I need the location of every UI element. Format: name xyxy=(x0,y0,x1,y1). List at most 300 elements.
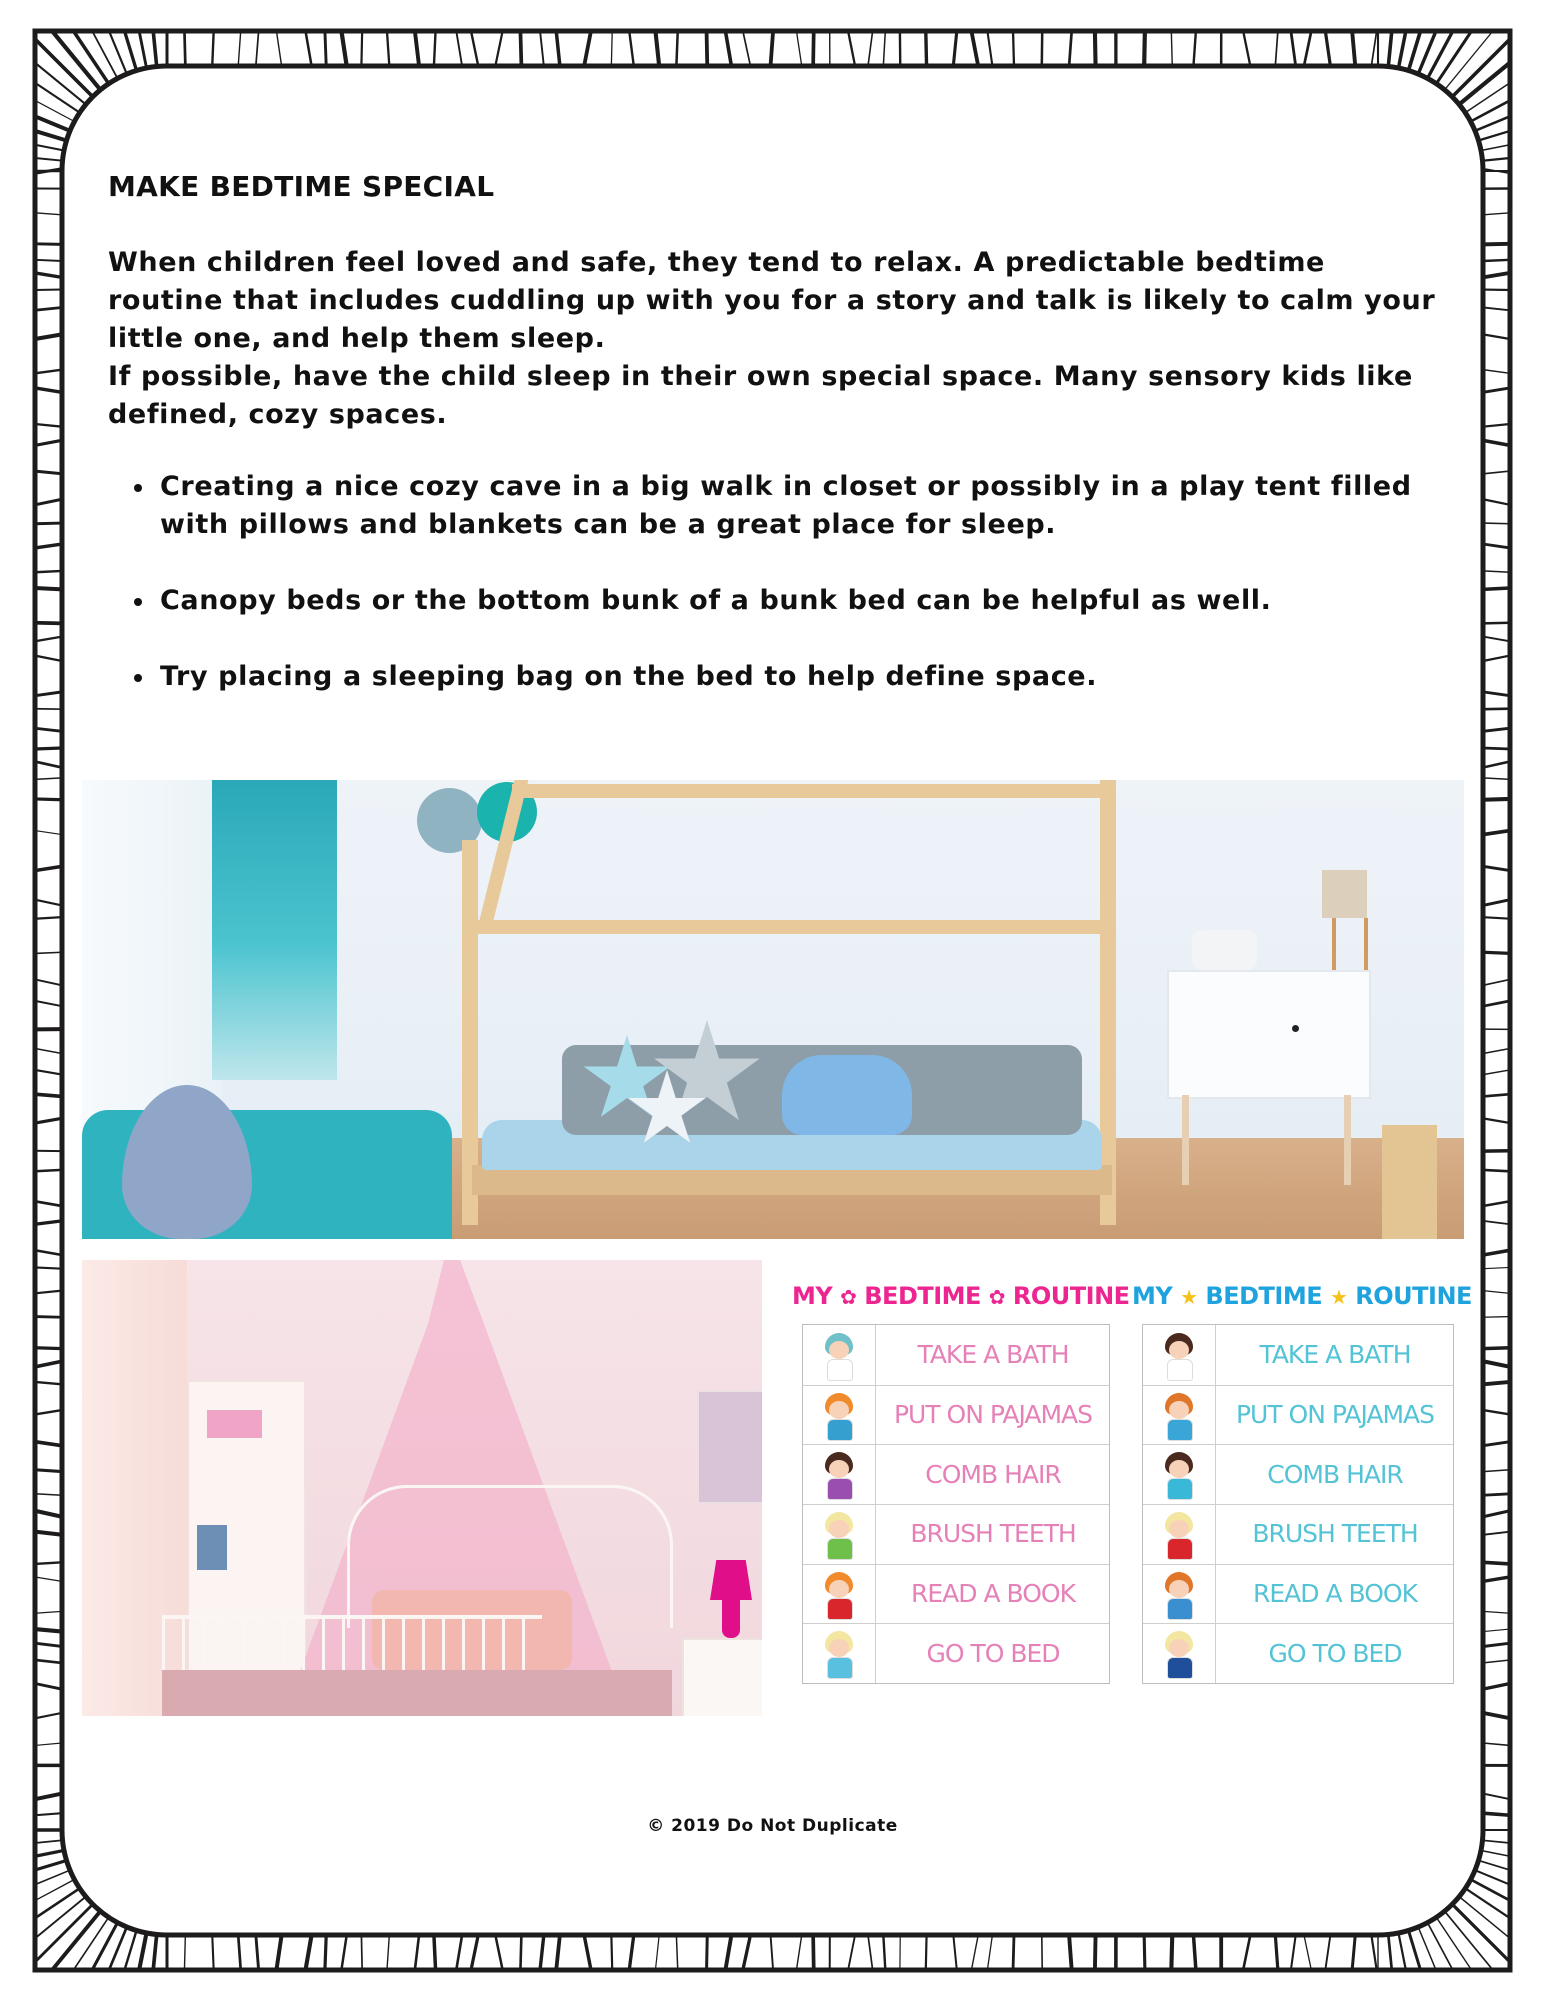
border-tick xyxy=(35,637,62,642)
border-tick xyxy=(35,1361,62,1367)
kid-body xyxy=(1167,1657,1193,1679)
page-title: MAKE BEDTIME SPECIAL xyxy=(108,170,495,203)
routine-row xyxy=(1143,1623,1453,1683)
border-tick xyxy=(584,31,591,66)
border-tick xyxy=(1483,440,1510,445)
border-tick xyxy=(1482,1840,1510,1843)
border-tick xyxy=(276,1935,281,1970)
border-tick xyxy=(184,1935,185,1970)
border-tick xyxy=(1483,692,1510,696)
border-tick xyxy=(456,31,462,66)
border-tick xyxy=(1275,31,1278,66)
border-tick xyxy=(35,571,62,572)
border-tick xyxy=(92,31,117,78)
border-tick xyxy=(584,1935,591,1970)
border-tick xyxy=(868,31,873,66)
border-tick xyxy=(276,31,281,66)
border-tick xyxy=(1013,31,1014,66)
border-tick xyxy=(848,1935,855,1970)
routine-row xyxy=(803,1623,1109,1683)
border-tick xyxy=(556,1935,560,1970)
kid-figure xyxy=(1159,1452,1199,1500)
routine-step-label: BRUSH TEETH xyxy=(910,1519,1076,1549)
routine-grid xyxy=(1142,1324,1454,1684)
border-tick xyxy=(256,31,259,66)
border-tick xyxy=(1483,728,1510,731)
border-tick xyxy=(471,1935,478,1970)
border-tick xyxy=(35,1713,62,1718)
border-tick xyxy=(1483,1442,1510,1446)
kid-face xyxy=(829,1639,849,1657)
border-tick xyxy=(434,1935,436,1970)
border-tick xyxy=(796,31,801,66)
cabinet-leg-right xyxy=(1344,1095,1351,1185)
border-tick xyxy=(35,1170,62,1171)
border-tick xyxy=(35,1442,62,1446)
border-tick xyxy=(813,1935,814,1970)
border-tick xyxy=(125,31,137,71)
chart-title xyxy=(1132,1282,1472,1310)
border-tick xyxy=(676,1935,677,1970)
border-tick xyxy=(1483,1348,1510,1349)
border-tick xyxy=(743,31,751,66)
border-tick xyxy=(1483,471,1510,474)
kid-figure xyxy=(819,1452,859,1500)
border-tick xyxy=(1483,952,1510,953)
pink-lamp-shade xyxy=(710,1560,752,1600)
border-tick xyxy=(1398,1933,1405,1970)
knit-basket xyxy=(1192,930,1257,970)
bullet-icon xyxy=(134,598,142,606)
border-tick xyxy=(987,1935,992,1970)
border-tick xyxy=(35,1118,62,1123)
border-tick xyxy=(1483,1611,1510,1613)
border-tick xyxy=(471,31,478,66)
border-tick xyxy=(35,1049,62,1054)
border-tick xyxy=(1483,544,1510,548)
bed-frame-right-post xyxy=(1100,780,1116,1225)
kid-body xyxy=(827,1419,853,1441)
border-tick xyxy=(184,31,185,66)
intro-paragraph-1: When children feel loved and safe, they tend to relax. A predictable bedtime routine that includes cuddling up with you for a story and talk is likely to calm your little one, and help them sleep. xyxy=(108,247,1436,354)
border-tick xyxy=(1483,748,1510,749)
border-tick xyxy=(1483,866,1510,870)
child-illustration-icon xyxy=(1143,1444,1216,1504)
border-tick xyxy=(361,31,362,66)
border-tick xyxy=(1483,370,1510,374)
kid-body xyxy=(1167,1359,1193,1381)
kid-face xyxy=(829,1520,849,1538)
kid-face xyxy=(1169,1580,1189,1598)
kid-body xyxy=(827,1359,853,1381)
border-tick xyxy=(1436,1917,1471,1970)
border-tick xyxy=(1483,213,1510,215)
kid-figure xyxy=(819,1572,859,1620)
child-illustration-icon xyxy=(803,1325,876,1385)
border-tick xyxy=(611,1935,612,1970)
chart-title-routine: ROUTINE xyxy=(1012,1282,1130,1310)
border-tick xyxy=(139,1933,146,1970)
border-tick xyxy=(520,1935,521,1970)
border-tick xyxy=(1481,1850,1510,1856)
kid-body xyxy=(827,1657,853,1679)
border-tick xyxy=(987,31,992,66)
border-tick xyxy=(212,1935,213,1970)
border-tick xyxy=(926,1935,927,1970)
lamp xyxy=(1322,870,1367,918)
child-illustration-icon xyxy=(1143,1385,1216,1445)
routine-row xyxy=(1143,1444,1453,1505)
border-tick xyxy=(153,31,156,67)
border-tick xyxy=(35,900,62,906)
kid-figure xyxy=(1159,1512,1199,1560)
border-tick xyxy=(1408,1930,1420,1970)
border-tick xyxy=(1483,1577,1510,1581)
border-tick xyxy=(953,31,956,66)
border-tick xyxy=(35,1410,62,1414)
border-tick xyxy=(35,273,62,277)
routine-step-label: GO TO BED xyxy=(926,1638,1060,1668)
border-tick xyxy=(655,1935,659,1970)
lamp-legs xyxy=(1332,918,1368,970)
border-tick xyxy=(556,31,560,66)
border-tick xyxy=(35,1494,62,1495)
border-tick xyxy=(35,692,62,696)
border-tick xyxy=(35,1250,62,1255)
border-tick xyxy=(771,31,774,66)
routine-step-label: READ A BOOK xyxy=(1253,1578,1417,1608)
border-tick xyxy=(1069,1935,1072,1970)
border-tick xyxy=(139,31,146,68)
routine-row xyxy=(803,1444,1109,1505)
routine-row xyxy=(803,1325,1109,1386)
border-tick xyxy=(971,1935,978,1970)
border-tick xyxy=(35,1870,70,1884)
child-illustration-icon xyxy=(803,1564,876,1624)
border-tick xyxy=(1483,571,1510,572)
border-tick xyxy=(35,728,62,731)
kid-face xyxy=(1169,1520,1189,1538)
border-tick xyxy=(35,307,62,310)
border-tick xyxy=(629,31,634,66)
kid-figure xyxy=(1159,1572,1199,1620)
copyright-footer: © 2019 Do Not Duplicate xyxy=(647,1816,898,1836)
routine-row xyxy=(1143,1385,1453,1446)
border-tick xyxy=(1171,31,1172,66)
border-tick xyxy=(35,623,62,624)
border-tick xyxy=(256,1935,259,1970)
border-tick xyxy=(655,31,659,66)
border-tick xyxy=(1483,979,1510,985)
border-tick xyxy=(35,499,62,505)
border-tick xyxy=(1243,1935,1250,1970)
border-tick xyxy=(1482,158,1510,161)
chart-title-bedtime: BEDTIME xyxy=(1205,1282,1323,1310)
border-tick xyxy=(35,1382,62,1384)
cabinet-door-knob xyxy=(1292,1025,1299,1032)
border-tick xyxy=(212,31,213,66)
border-tick xyxy=(35,1743,62,1745)
border-tick xyxy=(35,1532,62,1535)
border-tick xyxy=(306,1935,312,1970)
routine-step-label: BRUSH TEETH xyxy=(1252,1519,1418,1549)
routine-step-label: COMB HAIR xyxy=(1267,1459,1403,1489)
border-tick xyxy=(1352,1935,1355,1970)
border-tick xyxy=(35,388,62,392)
border-tick xyxy=(1483,1049,1510,1054)
border-tick xyxy=(1483,831,1510,835)
border-tick xyxy=(35,979,62,985)
border-tick xyxy=(1095,1935,1096,1970)
border-tick xyxy=(35,1094,62,1096)
border-tick xyxy=(1483,1170,1510,1171)
cloud-pillow xyxy=(782,1055,912,1135)
border-tick xyxy=(35,544,62,548)
border-tick xyxy=(1483,307,1510,310)
border-tick xyxy=(341,1935,346,1970)
kid-figure xyxy=(819,1393,859,1441)
routine-step-label: PUT ON PAJAMAS xyxy=(893,1399,1093,1429)
border-tick xyxy=(629,1935,634,1970)
border-tick xyxy=(1481,145,1510,151)
routine-row xyxy=(803,1504,1109,1565)
border-tick xyxy=(1483,523,1510,524)
child-illustration-icon xyxy=(1143,1325,1216,1385)
border-tick xyxy=(520,31,521,66)
border-tick xyxy=(35,1684,62,1690)
border-tick xyxy=(1483,1643,1510,1646)
child-illustration-icon xyxy=(803,1504,876,1564)
canopy-bed-photo xyxy=(82,1260,762,1716)
border-tick xyxy=(35,1562,62,1564)
border-tick xyxy=(1483,273,1510,277)
kid-body xyxy=(1167,1598,1193,1620)
border-tick xyxy=(1483,637,1510,642)
border-tick xyxy=(1478,131,1510,141)
border-tick xyxy=(1483,1317,1510,1318)
star-icon: ★ xyxy=(1329,1285,1348,1309)
chart-title-routine: ROUTINE xyxy=(1355,1282,1472,1310)
border-tick xyxy=(848,31,855,66)
child-illustration-icon xyxy=(803,1623,876,1683)
border-tick xyxy=(35,748,62,749)
list-item xyxy=(108,658,1438,696)
border-tick xyxy=(971,31,978,66)
border-tick xyxy=(35,1813,62,1815)
border-tick xyxy=(813,31,814,66)
kid-face xyxy=(829,1580,849,1598)
border-tick xyxy=(1465,1888,1510,1918)
nightstand xyxy=(682,1638,762,1716)
kid-body xyxy=(827,1478,853,1500)
kid-figure xyxy=(819,1631,859,1679)
wall-art xyxy=(697,1390,762,1504)
border-tick xyxy=(1483,1794,1510,1800)
kid-face xyxy=(829,1341,849,1359)
border-tick xyxy=(35,1860,67,1870)
border-tick xyxy=(771,1935,774,1970)
routine-step-label: GO TO BED xyxy=(1268,1638,1402,1668)
child-illustration-icon xyxy=(1143,1504,1216,1564)
border-tick xyxy=(725,1935,731,1970)
border-tick xyxy=(1483,1813,1510,1815)
bullet-icon xyxy=(134,674,142,682)
chart-title-my: MY xyxy=(1132,1282,1173,1310)
border-tick xyxy=(35,145,64,151)
border-tick xyxy=(1483,1494,1510,1495)
border-tick xyxy=(1144,31,1145,66)
border-tick xyxy=(707,1935,708,1970)
child-illustration-icon xyxy=(1143,1623,1216,1683)
border-tick xyxy=(707,31,708,66)
border-tick xyxy=(1193,31,1195,66)
intro-paragraph-2: If possible, have the child sleep in their own special space. Many sensory kids like defined, cozy spaces. xyxy=(108,361,1413,430)
border-tick xyxy=(35,1291,62,1294)
border-tick xyxy=(1483,244,1510,245)
border-tick xyxy=(35,799,62,800)
routine-step-label: TAKE A BATH xyxy=(1259,1340,1411,1370)
border-tick xyxy=(35,778,62,779)
border-tick xyxy=(35,370,62,374)
child-illustration-icon xyxy=(1143,1564,1216,1624)
border-tick xyxy=(796,1935,801,1970)
border-tick xyxy=(1483,1267,1510,1268)
list-item xyxy=(108,582,1438,620)
border-tick xyxy=(35,244,62,245)
border-tick xyxy=(1483,1382,1510,1384)
border-tick xyxy=(495,1935,502,1970)
border-tick xyxy=(1483,1660,1510,1663)
border-tick xyxy=(1483,1532,1510,1535)
border-tick xyxy=(1483,1094,1510,1096)
kid-face xyxy=(829,1460,849,1478)
border-tick xyxy=(1398,31,1405,68)
border-tick xyxy=(35,588,62,589)
kid-body xyxy=(827,1538,853,1560)
border-tick xyxy=(1325,1935,1330,1970)
border-tick xyxy=(1144,1935,1145,1970)
flower-icon: ✿ xyxy=(840,1285,857,1309)
border-tick xyxy=(868,1935,873,1970)
border-tick xyxy=(35,523,62,524)
kid-face xyxy=(829,1401,849,1419)
border-tick xyxy=(1483,656,1510,661)
border-tick xyxy=(1483,588,1510,589)
border-tick xyxy=(1483,900,1510,906)
kid-face xyxy=(1169,1401,1189,1419)
border-tick xyxy=(1483,1629,1510,1631)
border-tick xyxy=(1408,31,1420,71)
border-tick xyxy=(1483,424,1510,427)
border-tick xyxy=(611,31,612,66)
border-tick xyxy=(35,1511,62,1517)
kid-body xyxy=(1167,1478,1193,1500)
border-tick xyxy=(1475,1870,1510,1884)
border-tick xyxy=(1069,31,1072,66)
border-tick xyxy=(35,1001,62,1006)
border-tick xyxy=(35,1629,62,1631)
cabinet xyxy=(1167,970,1371,1099)
border-tick xyxy=(35,1201,62,1206)
border-tick xyxy=(35,1643,62,1646)
pink-cups xyxy=(207,1410,262,1438)
border-tick xyxy=(1483,1470,1510,1472)
blue-books xyxy=(197,1525,227,1570)
border-tick xyxy=(35,116,70,130)
kid-figure xyxy=(819,1512,859,1560)
border-tick xyxy=(725,31,731,66)
border-tick xyxy=(1483,1221,1510,1224)
border-tick xyxy=(35,1267,62,1268)
intro-text xyxy=(108,244,1438,434)
border-tick xyxy=(1483,1001,1510,1006)
routine-step-label: PUT ON PAJAMAS xyxy=(1235,1399,1435,1429)
border-tick xyxy=(387,1935,389,1970)
border-tick xyxy=(341,31,346,66)
chart-title-bedtime: BEDTIME xyxy=(864,1282,981,1310)
border-tick xyxy=(361,1935,362,1970)
border-tick xyxy=(1427,1923,1452,1970)
border-tick xyxy=(1483,1070,1510,1075)
kids-bedroom-photo xyxy=(82,780,1464,1239)
routine-row xyxy=(803,1385,1109,1446)
kid-body xyxy=(827,1598,853,1620)
border-tick xyxy=(35,1850,64,1856)
border-tick xyxy=(1465,83,1510,113)
star-icon: ★ xyxy=(1180,1285,1198,1309)
bedspread xyxy=(162,1670,672,1716)
kid-body xyxy=(1167,1538,1193,1560)
border-tick xyxy=(35,1317,62,1318)
border-tick xyxy=(306,31,312,66)
border-tick xyxy=(35,1577,62,1581)
border-tick xyxy=(1475,116,1510,130)
border-tick xyxy=(238,1935,241,1970)
border-tick xyxy=(743,1935,751,1970)
border-tick xyxy=(434,31,436,66)
chart-title-my: MY xyxy=(792,1282,833,1310)
border-tick xyxy=(1483,1201,1510,1206)
cabinet-leg-left xyxy=(1182,1095,1189,1185)
border-tick xyxy=(1291,31,1296,66)
border-tick xyxy=(1478,1860,1510,1870)
border-tick xyxy=(1304,1935,1311,1970)
border-tick xyxy=(1483,623,1510,624)
border-tick xyxy=(1243,31,1250,66)
border-tick xyxy=(1483,1684,1510,1690)
border-tick xyxy=(540,31,544,66)
kid-face xyxy=(1169,1639,1189,1657)
border-tick xyxy=(35,260,62,261)
border-tick xyxy=(325,1935,326,1970)
border-tick xyxy=(1371,31,1376,66)
pink-lamp-base xyxy=(722,1600,740,1638)
border-tick xyxy=(456,1935,462,1970)
border-tick xyxy=(238,31,241,66)
border-tick xyxy=(1013,1935,1014,1970)
border-tick xyxy=(1371,1935,1376,1970)
border-tick xyxy=(953,1935,956,1970)
list-item xyxy=(108,468,1438,544)
border-tick xyxy=(35,1888,80,1918)
border-tick xyxy=(415,31,419,66)
bedtime-routine-chart-pink xyxy=(792,1282,1130,1706)
bullet-text: Creating a nice cozy cave in a big walk in closet or possibly in a play tent filled with pillows and blankets can be a great place for sleep. xyxy=(160,471,1412,540)
border-tick xyxy=(35,656,62,661)
chart-title xyxy=(792,1282,1130,1310)
routine-row xyxy=(1143,1504,1453,1565)
border-tick xyxy=(1388,1934,1391,1970)
